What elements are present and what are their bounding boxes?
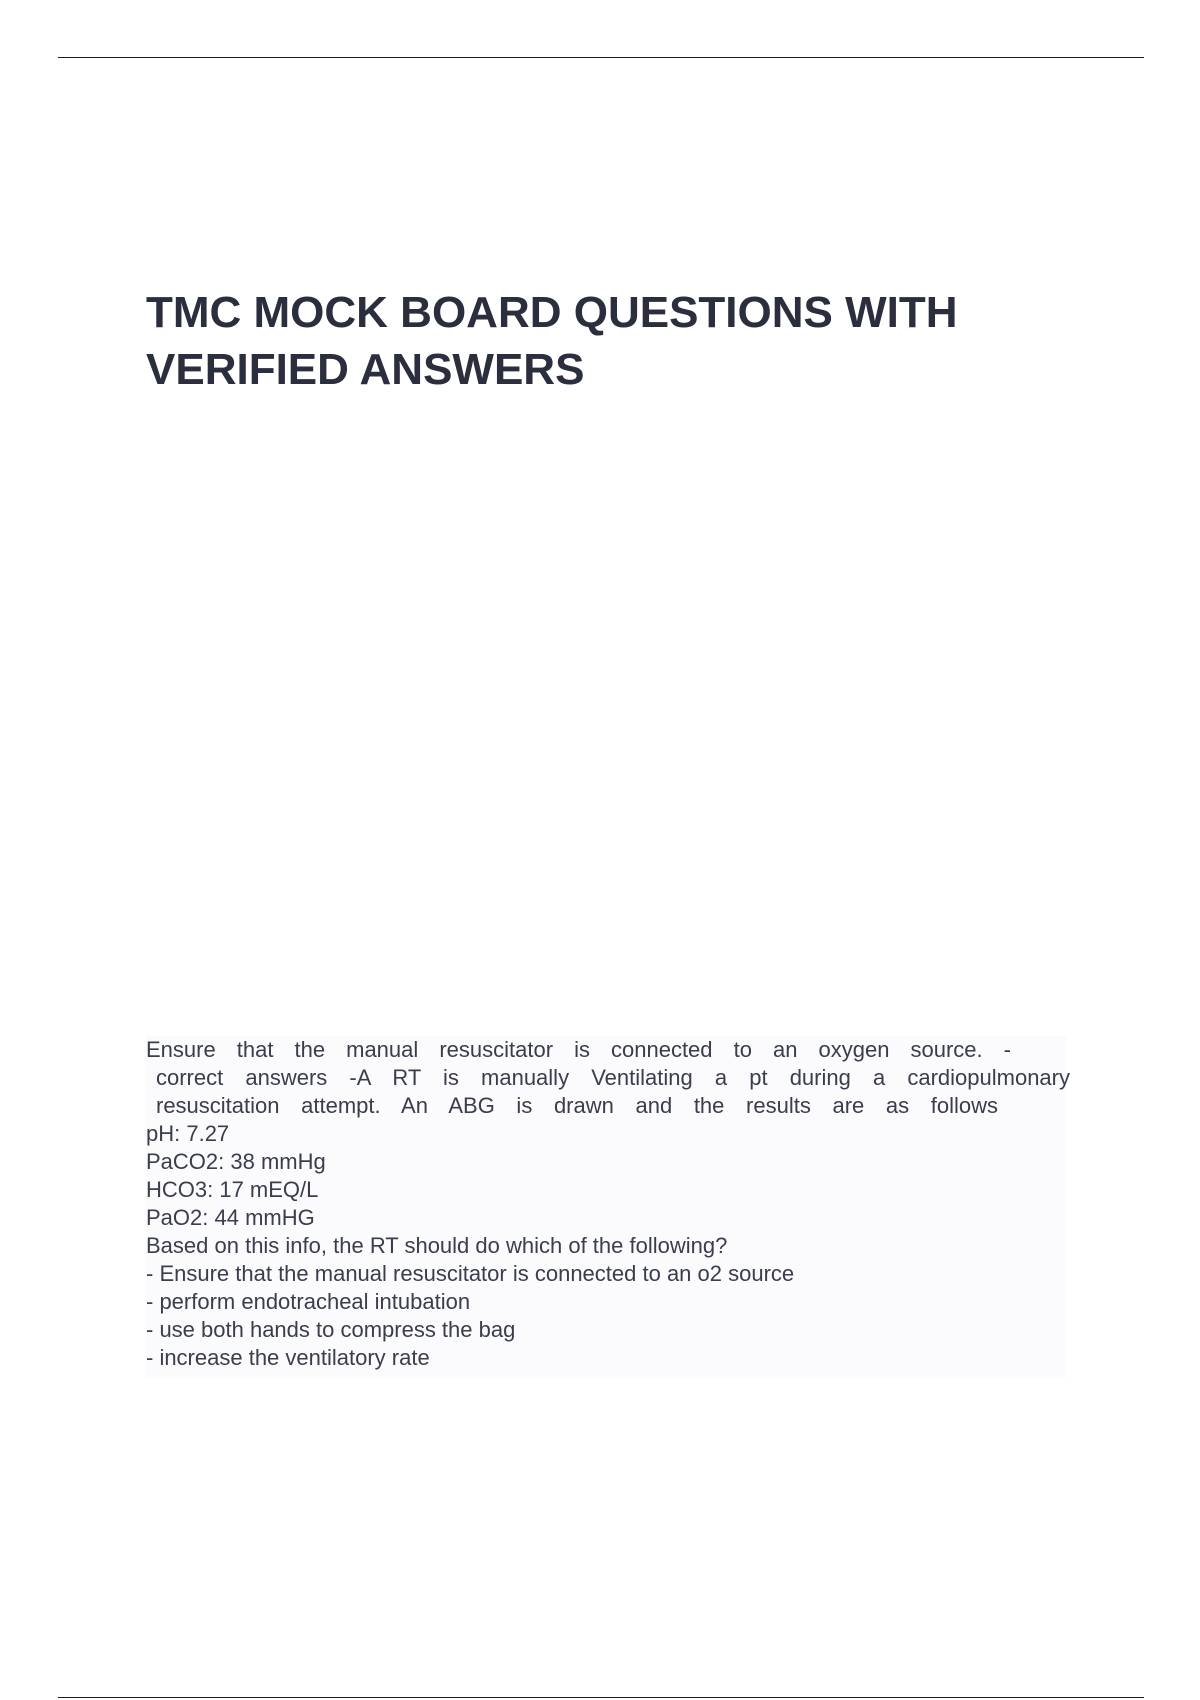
question-answer-block <box>146 1036 1070 1378</box>
option-4: - increase the ventilatory rate <box>146 1345 430 1370</box>
footer-rule <box>58 1697 1144 1698</box>
title-line-1: TMC MOCK BOARD QUESTIONS WITH <box>146 288 958 337</box>
option-2: - perform endotracheal intubation <box>146 1289 471 1314</box>
result-ph: pH: 7.27 <box>146 1121 230 1146</box>
answer-line: Ensure that the manual resuscitator is connected to an oxygen source. - <box>146 1037 1011 1062</box>
question-prompt: Based on this info, the RT should do which of the following? <box>146 1233 728 1258</box>
result-pao2: PaO2: 44 mmHG <box>146 1205 315 1230</box>
title-line-2: VERIFIED ANSWERS <box>146 345 585 394</box>
result-hco3: HCO3: 17 mEQ/L <box>146 1177 319 1202</box>
question-line-1: correct answers -A RT is manually Ventilating a pt during a cardiopulmonary <box>156 1065 1070 1090</box>
question-line-2: resuscitation attempt. An ABG is drawn and the results are as follows <box>156 1093 998 1118</box>
option-1: - Ensure that the manual resuscitator is connected to an o2 source <box>146 1261 795 1286</box>
document-title <box>146 284 1106 398</box>
option-3: - use both hands to compress the bag <box>146 1317 516 1342</box>
result-paco2: PaCO2: 38 mmHg <box>146 1149 326 1174</box>
header-rule <box>58 57 1144 58</box>
